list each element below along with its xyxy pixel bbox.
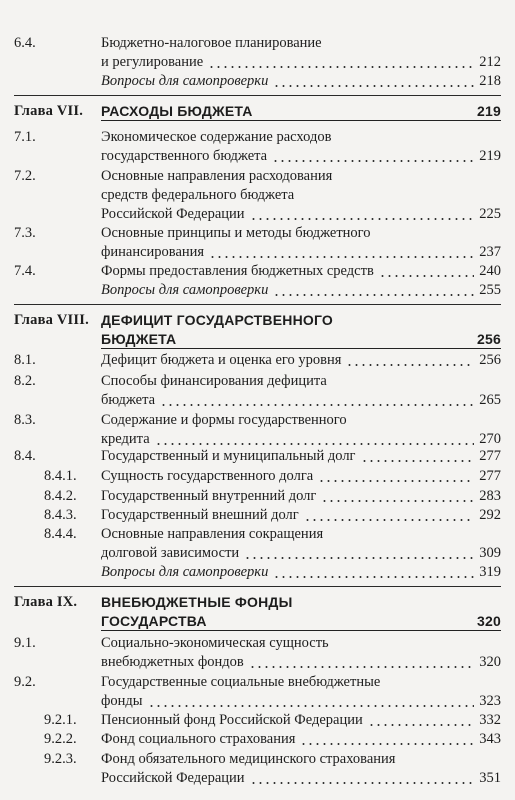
toc-page-number: 225 <box>479 206 501 222</box>
toc-entry-title: Государственные социальные внебюджетные фонды <box>101 674 381 709</box>
toc-entry-number: 7.1. <box>14 129 36 145</box>
toc-entry-number: 8.4.2. <box>44 488 77 504</box>
toc-entry[interactable] <box>0 673 515 711</box>
leader-dots <box>208 66 474 68</box>
toc-page-number: 212 <box>479 54 501 70</box>
toc-entry[interactable] <box>0 411 515 449</box>
toc-page-number: 240 <box>479 263 501 279</box>
toc-review-questions-entry[interactable] <box>0 72 515 91</box>
toc-entry-number: 8.2. <box>14 373 36 389</box>
chapter-separator-line <box>14 95 501 96</box>
toc-entry-title: Основные направления сокращения долговой зависимости <box>101 526 324 561</box>
leader-dots <box>318 480 474 482</box>
toc-entry[interactable] <box>0 506 515 525</box>
toc-entry-number: 8.4.1. <box>44 468 77 484</box>
toc-chapter-entry[interactable] <box>0 311 515 349</box>
toc-entry-number: 9.2.1. <box>44 712 77 728</box>
toc-review-questions-entry[interactable] <box>0 563 515 582</box>
toc-entry-title: Государственный и муниципальный долг <box>101 448 356 464</box>
leader-dots <box>346 364 474 366</box>
toc-page-number: 218 <box>479 73 501 89</box>
toc-entry-title: Вопросы для самопроверки <box>101 73 269 89</box>
chapter-title-underline <box>101 120 501 121</box>
leader-dots <box>250 782 475 784</box>
toc-entry-title: Государственный внутренний долг <box>101 488 317 504</box>
toc-entry-title: ВНЕБЮДЖЕТНЫЕ ФОНДЫ ГОСУДАРСТВА <box>101 594 293 629</box>
toc-entry-title: Государственный внешний долг <box>101 507 299 523</box>
toc-entry[interactable] <box>0 487 515 506</box>
toc-entry-title: Пенсионный фонд Российской Федерации <box>101 712 363 728</box>
toc-page-number: 309 <box>479 545 501 561</box>
toc-entry-title: ДЕФИЦИТ ГОСУДАРСТВЕННОГО БЮДЖЕТА <box>101 312 334 347</box>
leader-dots <box>148 705 475 707</box>
toc-page-number: 237 <box>479 244 501 260</box>
leader-dots <box>273 294 474 296</box>
leader-dots <box>379 275 474 277</box>
leader-dots <box>160 404 474 406</box>
leader-dots <box>244 557 474 559</box>
toc-entry[interactable] <box>0 750 515 788</box>
toc-entry-number: Глава IX. <box>14 594 78 610</box>
toc-entry-title: Вопросы для самопроверки <box>101 282 269 298</box>
leader-dots <box>250 218 475 220</box>
toc-entry-title: Дефицит бюджета и оценка его уровня <box>101 352 342 368</box>
chapter-separator-line <box>14 304 501 305</box>
toc-page-number: 277 <box>479 448 501 464</box>
toc-entry-title: Формы предоставления бюджетных средств <box>101 263 374 279</box>
toc-entry[interactable] <box>0 711 515 730</box>
toc-entry[interactable] <box>0 525 515 563</box>
toc-entry-title: Социально-экономическая сущность внебюджетных фондов <box>101 635 329 670</box>
leader-dots <box>273 85 474 87</box>
toc-entry-title: Сущность государственного долга <box>101 468 314 484</box>
toc-page-number: 343 <box>479 731 501 747</box>
toc-review-questions-entry[interactable] <box>0 281 515 300</box>
toc-entry-number: 8.4.4. <box>44 526 77 542</box>
leader-dots <box>249 666 475 668</box>
leader-dots <box>304 519 475 521</box>
toc-page-number: 319 <box>479 564 501 580</box>
toc-entry[interactable] <box>0 634 515 672</box>
leader-dots <box>300 743 474 745</box>
toc-entry[interactable] <box>0 262 515 281</box>
toc-page-number: 256 <box>477 331 501 347</box>
leader-dots <box>321 500 474 502</box>
toc-page-number: 219 <box>477 103 501 119</box>
toc-entry[interactable] <box>0 224 515 262</box>
toc-page-number: 320 <box>477 613 501 629</box>
toc-entry-number: 9.2.3. <box>44 751 77 767</box>
leader-dots <box>368 724 475 726</box>
toc-entry-number: 7.3. <box>14 225 36 241</box>
toc-page-number: 283 <box>479 488 501 504</box>
toc-entry-title: Фонд обязательного медицинского страхования Российской Федерации <box>101 751 396 786</box>
chapter-title-underline <box>101 630 501 631</box>
toc-entry[interactable] <box>0 467 515 486</box>
chapter-title-underline <box>101 348 501 349</box>
toc-page-number: 256 <box>479 352 501 368</box>
toc-entry-number: 9.2. <box>14 674 36 690</box>
chapter-separator-line <box>14 586 501 587</box>
toc-page-number: 219 <box>479 148 501 164</box>
toc-entry-title: Бюджетно-налоговое планирование и регулирование <box>101 35 322 70</box>
toc-entry[interactable] <box>0 372 515 410</box>
toc-chapter-entry[interactable] <box>0 593 515 631</box>
toc-entry[interactable] <box>0 351 515 370</box>
toc-entry[interactable] <box>0 128 515 166</box>
toc-chapter-entry[interactable] <box>0 102 515 121</box>
toc-entry-title: Вопросы для самопроверки <box>101 564 269 580</box>
toc-entry-number: 8.4.3. <box>44 507 77 523</box>
toc-entry-number: Глава VIII. <box>14 312 89 328</box>
toc-entry-title: Содержание и формы государственного кредита <box>101 412 347 447</box>
toc-page-number: 320 <box>479 654 501 670</box>
toc-entry[interactable] <box>0 34 515 72</box>
toc-entry-number: 6.4. <box>14 35 36 51</box>
toc-page-number: 265 <box>479 392 501 408</box>
toc-entry-number: 9.1. <box>14 635 36 651</box>
leader-dots <box>209 256 474 258</box>
leader-dots <box>272 160 474 162</box>
toc-entry[interactable] <box>0 730 515 749</box>
toc-entry[interactable] <box>0 167 515 224</box>
toc-page-number: 255 <box>479 282 501 298</box>
toc-page-number: 323 <box>479 693 501 709</box>
toc-page-number: 270 <box>479 431 501 447</box>
toc-entry-number: Глава VII. <box>14 103 84 119</box>
toc-page-number: 332 <box>479 712 501 728</box>
toc-entry-number: 9.2.2. <box>44 731 77 747</box>
toc-entry-number: 8.4. <box>14 448 36 464</box>
toc-entry-title: Основные принципы и методы бюджетного финансирования <box>101 225 371 260</box>
toc-entry[interactable] <box>0 447 515 466</box>
toc-page-number: 277 <box>479 468 501 484</box>
toc-page-number: 351 <box>479 770 501 786</box>
toc-entry-title: Основные направления расходования средств федерального бюджета Российской Федерации <box>101 168 333 222</box>
toc-entry-title: Экономическое содержание расходов государственного бюджета <box>101 129 332 164</box>
leader-dots <box>361 460 475 462</box>
toc-entry-number: 8.3. <box>14 412 36 428</box>
leader-dots <box>273 576 474 578</box>
toc-entry-title: Способы финансирования дефицита бюджета <box>101 373 327 408</box>
toc-entry-number: 7.2. <box>14 168 36 184</box>
leader-dots <box>155 443 475 445</box>
toc-entry-title: РАСХОДЫ БЮДЖЕТА <box>101 103 253 119</box>
toc-entry-number: 7.4. <box>14 263 36 279</box>
toc-entry-number: 8.1. <box>14 352 36 368</box>
toc-entry-title: Фонд социального страхования <box>101 731 296 747</box>
toc-page-number: 292 <box>479 507 501 523</box>
